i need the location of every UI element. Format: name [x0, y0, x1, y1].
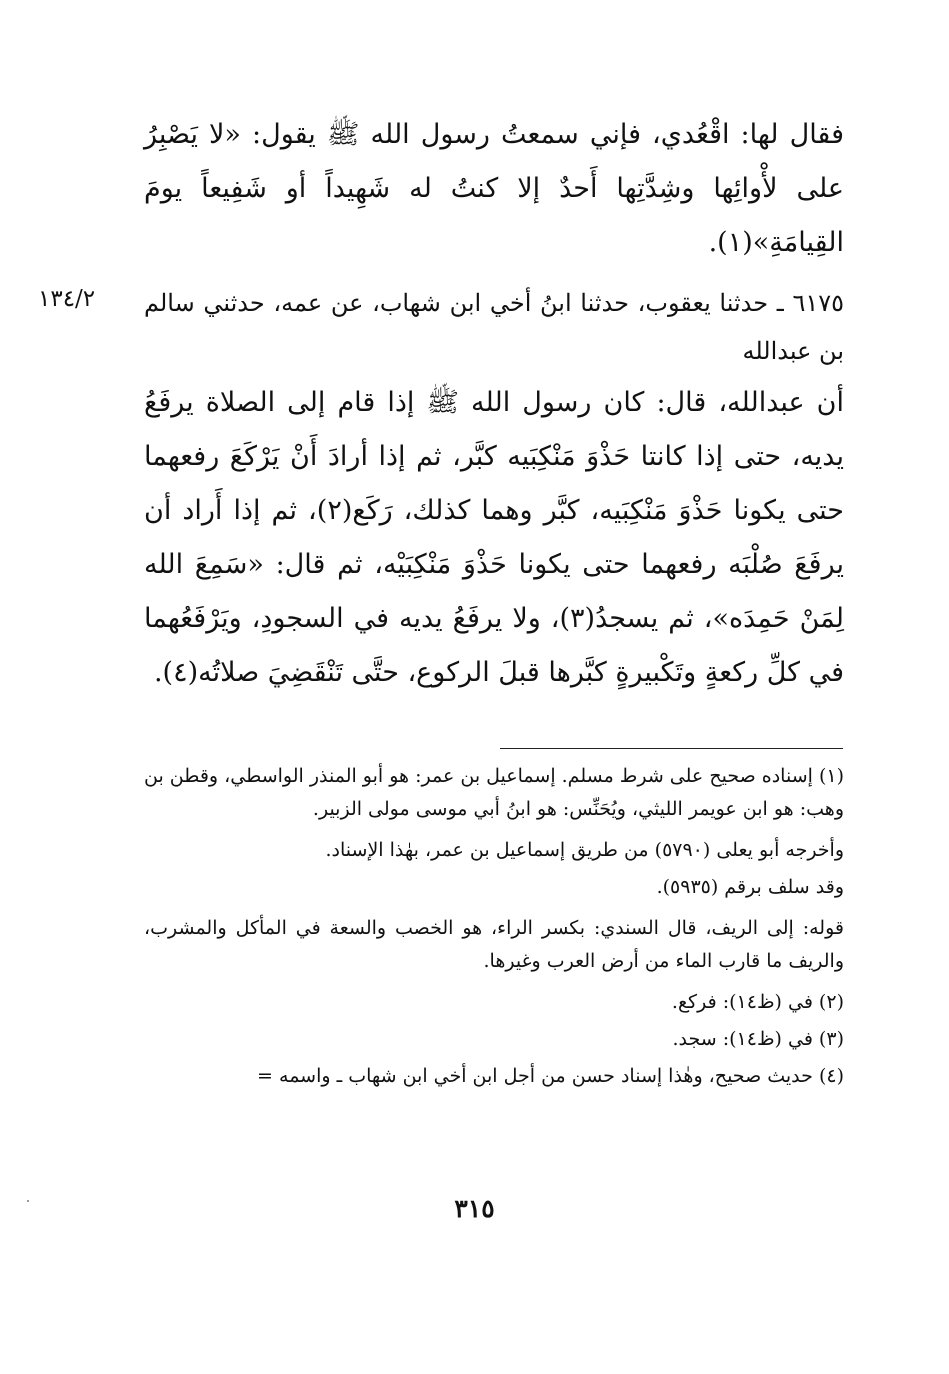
- paragraph-1: فقال لها: اقْعُدي، فإني سمعتُ رسول الله ﷺ يقول: «لا يَصْبِرُ على لأْوائِها وشِدَّتِها أَحدٌ إلا كنتُ له شَهِيداً أو شَفِيعاً يومَ القِيامَةِ»(١).: [144, 119, 844, 258]
- footnote-3: (٣) في (ظ١٤): سجد.: [672, 1028, 844, 1050]
- footnote-2: (٢) في (ظ١٤): فركع.: [671, 991, 844, 1013]
- footnote-4: (٤) حديث صحيح، وهٰذا إسناد حسن من أجل ابن أخي ابن شهاب ـ واسمه =: [257, 1065, 844, 1087]
- footnote-1-cross-reference: وقد سلف برقم (٥٩٣٥).: [656, 876, 844, 898]
- footnote-1-gloss: قوله: إلى الريف، قال السندي: بكسر الراء، هو الخصب والسعة في المأكل والمشرب، والريف ما قارب الماء من أرض العرب وغيرها.: [144, 917, 844, 972]
- hadith-header: ٦١٧٥ ـ حدثنا يعقوب، حدثنا ابنُ أخي ابن شهاب، عن عمه، حدثني سالم بن عبدالله: [144, 289, 844, 365]
- paragraph-2: أن عبدالله، قال: كان رسول الله ﷺ إذا قام إلى الصلاة يرفَعُ يديه، حتى إذا كانتا حَذْوَ مَنْكِبَيه كبَّر، ثم إذا أرادَ أَنْ يَرْكَعَ رفعهما حتى يكونا حَذْوَ مَنْكِبَيه، كبَّر وهما كذلك، رَكَع(٢)، ثم إذا أَراد أن يرفَعَ صُلْبَه رفعهما حتى يكونا حَذْوَ مَنْكِبَيْه، ثم قال: «سَمِعَ الله لِمَنْ حَمِدَه»، ثم يسجدُ(٣)، ولا يرفَعُ يديه في السجودِ، ويَرْفَعُهما في كلِّ ركعةٍ وتَكْبيرةٍ كبَّرها قبلَ الركوع، حتَّى تَنْقَضِيَ صلاتُه(٤).: [144, 387, 844, 688]
- footnote-divider: [500, 748, 843, 749]
- footnote-1-text: (١) إسناده صحيح على شرط مسلم. إسماعيل بن عمر: هو أبو المنذر الواسطي، وقطن بن وهب: هو ابن عويمر الليثي، ويُحَنِّس: هو ابنُ أبي موسى مولى الزبير.: [144, 765, 844, 820]
- footnote-1-takhrij: وأخرجه أبو يعلى (٥٧٩٠) من طريق إسماعيل بن عمر، بهٰذا الإسناد.: [325, 839, 844, 861]
- side-page-reference: ١٣٤/٢: [38, 286, 96, 312]
- footnotes-section: [144, 760, 844, 1097]
- scan-speck: [27, 1200, 29, 1202]
- page-number: ٣١٥: [454, 1194, 495, 1223]
